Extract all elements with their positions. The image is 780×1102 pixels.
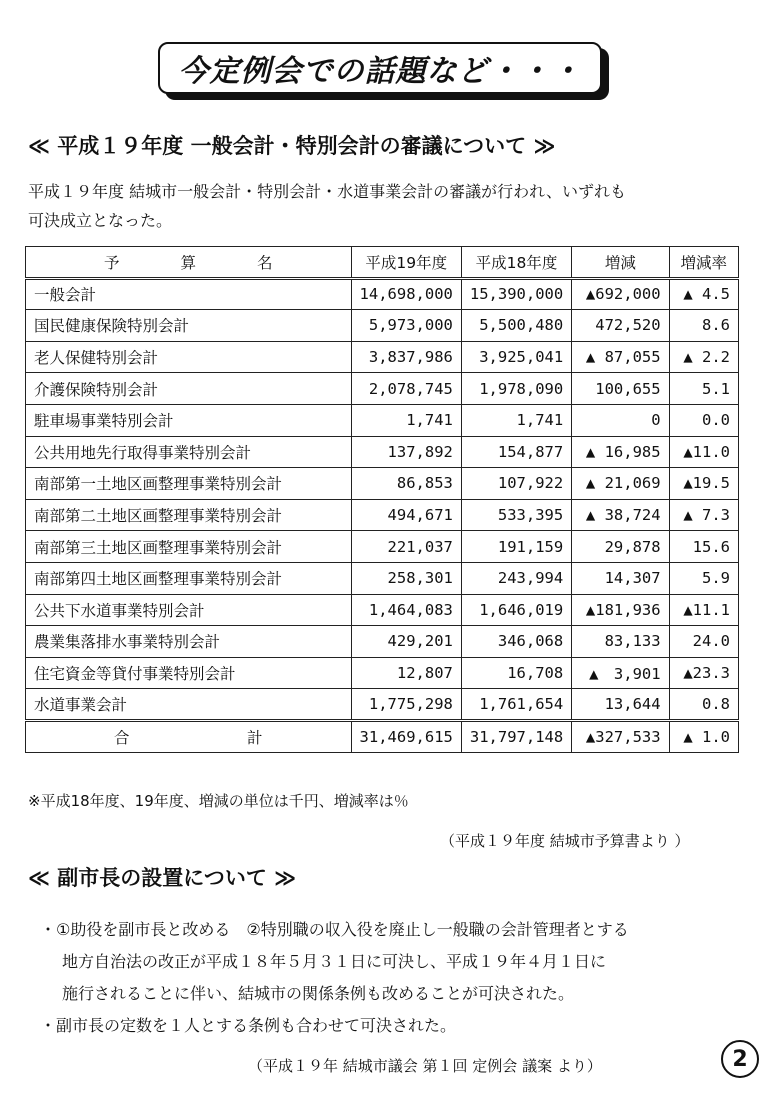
row-name: 南部第一土地区画整理事業特別会計	[26, 468, 352, 500]
row-diff: 472,520	[572, 310, 669, 342]
row-rate: 0.0	[669, 404, 738, 436]
row-fy18: 1,646,019	[461, 594, 571, 626]
row-fy19: 137,892	[351, 436, 461, 468]
row-name: 国民健康保険特別会計	[26, 310, 352, 342]
row-fy18: 1,741	[461, 404, 571, 436]
table-row	[26, 689, 739, 721]
row-name: 農業集落排水事業特別会計	[26, 626, 352, 658]
row-fy18: 1,761,654	[461, 689, 571, 721]
row-fy19: 12,807	[351, 657, 461, 689]
row-diff: ▲ 87,055	[572, 341, 669, 373]
table-header-row	[26, 247, 739, 279]
row-name: 公共下水道事業特別会計	[26, 594, 352, 626]
row-rate: 0.8	[669, 689, 738, 721]
row-fy18: 3,925,041	[461, 341, 571, 373]
row-diff: 29,878	[572, 531, 669, 563]
row-fy19: 3,837,986	[351, 341, 461, 373]
row-fy19: 221,037	[351, 531, 461, 563]
row-fy19: 1,775,298	[351, 689, 461, 721]
row-rate: ▲ 2.2	[669, 341, 738, 373]
row-rate: 15.6	[669, 531, 738, 563]
table-row	[26, 594, 739, 626]
row-fy19: 14,698,000	[351, 278, 461, 310]
row-name: 駐車場事業特別会計	[26, 404, 352, 436]
row-fy18: 5,500,480	[461, 310, 571, 342]
row-fy19: 1,741	[351, 404, 461, 436]
row-rate: 8.6	[669, 310, 738, 342]
row-rate: ▲23.3	[669, 657, 738, 689]
row-fy19: 86,853	[351, 468, 461, 500]
header-diff: 増減	[572, 247, 669, 279]
row-fy19: 258,301	[351, 562, 461, 594]
table-row	[26, 310, 739, 342]
row-diff: ▲181,936	[572, 594, 669, 626]
row-name: 一般会計	[26, 278, 352, 310]
table-row	[26, 468, 739, 500]
row-fy18: 533,395	[461, 499, 571, 531]
budget-table	[25, 246, 739, 753]
row-fy19: 5,973,000	[351, 310, 461, 342]
total-label: 合 計	[26, 720, 352, 752]
intro-paragraph	[28, 177, 626, 235]
table-row	[26, 278, 739, 310]
intro-line: 可決成立となった。	[28, 211, 173, 230]
row-fy18: 191,159	[461, 531, 571, 563]
row-fy19: 2,078,745	[351, 373, 461, 405]
row-fy18: 346,068	[461, 626, 571, 658]
bullet-line: 施行されることに伴い、結城市の関係条例も改めることが可決された。	[62, 984, 575, 1003]
row-rate: ▲ 7.3	[669, 499, 738, 531]
table-row	[26, 404, 739, 436]
page-title: 今定例会での話題など・・・	[158, 42, 602, 94]
row-rate: ▲19.5	[669, 468, 738, 500]
table-row	[26, 436, 739, 468]
row-fy18: 107,922	[461, 468, 571, 500]
row-name: 住宅資金等貸付事業特別会計	[26, 657, 352, 689]
row-diff: 13,644	[572, 689, 669, 721]
row-rate: 5.9	[669, 562, 738, 594]
header-fy18: 平成18年度	[461, 247, 571, 279]
row-diff: 14,307	[572, 562, 669, 594]
source-budget: （平成１９年度 結城市予算書より ）	[440, 832, 690, 850]
row-name: 公共用地先行取得事業特別会計	[26, 436, 352, 468]
row-diff: 83,133	[572, 626, 669, 658]
row-rate: 5.1	[669, 373, 738, 405]
row-diff: ▲ 3,901	[572, 657, 669, 689]
unit-note: ※平成18年度、19年度、増減の単位は千円、増減率は％	[28, 792, 409, 810]
table-total-row	[26, 720, 739, 752]
page-number: 2	[721, 1040, 759, 1078]
total-fy19: 31,469,615	[351, 720, 461, 752]
header-rate: 増減率	[669, 247, 738, 279]
table-row	[26, 341, 739, 373]
intro-line: 平成１９年度 結城市一般会計・特別会計・水道事業会計の審議が行われ、いずれも	[28, 182, 627, 201]
row-fy19: 1,464,083	[351, 594, 461, 626]
total-diff: ▲327,533	[572, 720, 669, 752]
row-rate: ▲ 4.5	[669, 278, 738, 310]
bullet-line: ・副市長の定数を１人とする条例も合わせて可決された。	[40, 1016, 457, 1035]
table-row	[26, 531, 739, 563]
table-row	[26, 373, 739, 405]
header-budget-name: 予 算 名	[26, 247, 352, 279]
table-row	[26, 657, 739, 689]
total-rate: ▲ 1.0	[669, 720, 738, 752]
row-fy18: 15,390,000	[461, 278, 571, 310]
row-fy18: 243,994	[461, 562, 571, 594]
table-row	[26, 499, 739, 531]
row-name: 介護保険特別会計	[26, 373, 352, 405]
row-diff: ▲ 16,985	[572, 436, 669, 468]
row-name: 水道事業会計	[26, 689, 352, 721]
row-rate: 24.0	[669, 626, 738, 658]
row-fy19: 494,671	[351, 499, 461, 531]
section-heading-deputy-mayor: ≪ 副市長の設置について ≫	[28, 866, 297, 890]
row-diff: ▲ 21,069	[572, 468, 669, 500]
row-fy19: 429,201	[351, 626, 461, 658]
row-name: 南部第四土地区画整理事業特別会計	[26, 562, 352, 594]
bullet-line: ・①助役を副市長と改める ②特別職の収入役を廃止し一般職の会計管理者とする	[40, 920, 629, 939]
row-name: 南部第三土地区画整理事業特別会計	[26, 531, 352, 563]
row-fy18: 1,978,090	[461, 373, 571, 405]
section-heading-budget: ≪ 平成１９年度 一般会計・特別会計の審議について ≫	[28, 134, 556, 158]
source-council: （平成１９年 結城市議会 第１回 定例会 議案 より）	[248, 1057, 602, 1075]
row-diff: ▲ 38,724	[572, 499, 669, 531]
row-diff: 0	[572, 404, 669, 436]
header-fy19: 平成19年度	[351, 247, 461, 279]
row-fy18: 154,877	[461, 436, 571, 468]
row-diff: 100,655	[572, 373, 669, 405]
table-row	[26, 562, 739, 594]
total-fy18: 31,797,148	[461, 720, 571, 752]
deputy-mayor-paragraph	[40, 914, 629, 1042]
row-rate: ▲11.1	[669, 594, 738, 626]
row-diff: ▲692,000	[572, 278, 669, 310]
row-name: 南部第二土地区画整理事業特別会計	[26, 499, 352, 531]
row-rate: ▲11.0	[669, 436, 738, 468]
row-name: 老人保健特別会計	[26, 341, 352, 373]
table-row	[26, 626, 739, 658]
row-fy18: 16,708	[461, 657, 571, 689]
bullet-line: 地方自治法の改正が平成１８年５月３１日に可決し、平成１９年４月１日に	[62, 952, 607, 971]
